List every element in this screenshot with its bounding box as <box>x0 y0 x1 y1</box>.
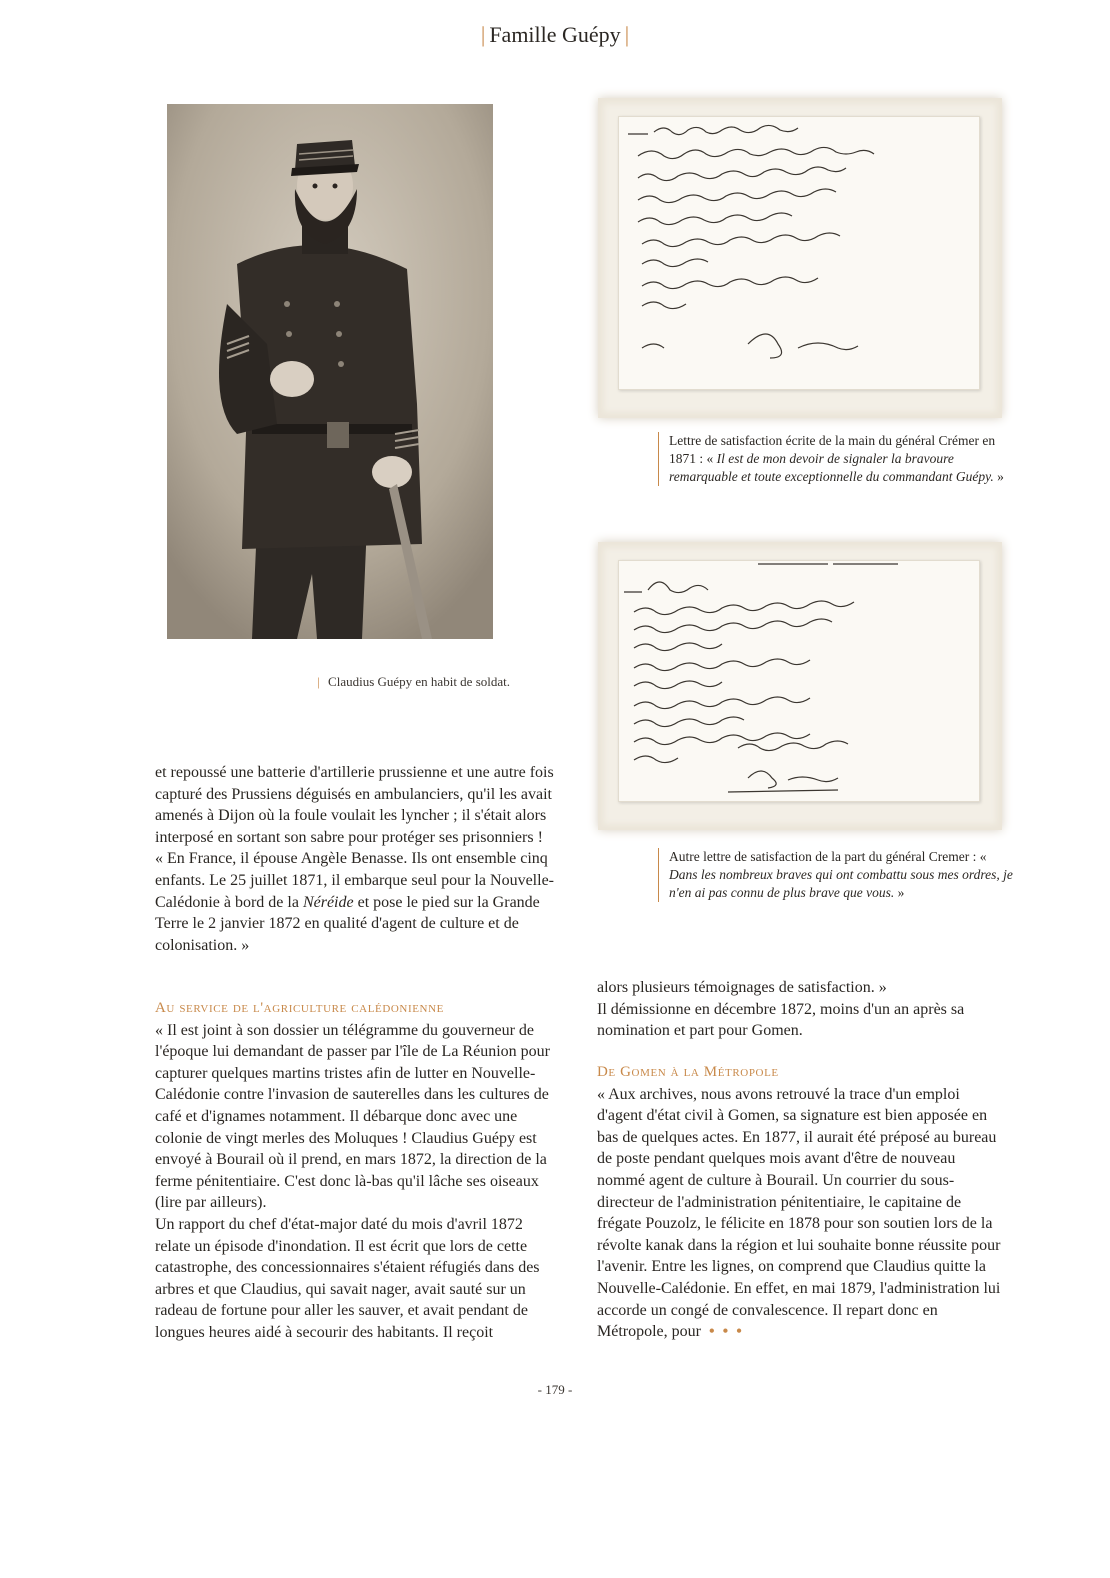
header-title: Famille Guépy <box>489 22 621 47</box>
section-heading: Au service de l'agriculture calédonienne <box>155 1000 444 1016</box>
soldier-photo <box>167 104 493 639</box>
handwriting-scribble <box>598 98 1002 418</box>
photo-caption: | Claudius Guépy en habit de soldat. <box>317 674 510 689</box>
handwritten-letter-2-image <box>598 542 1002 830</box>
right-column-section <box>597 1062 1003 1343</box>
paragraph: « Aux archives, nous avons retrouvé la trace d'un emploi d'agent d'état civil à Gomen, sa signature est bien apposée en bas de quelques actes. En 1877, il aurait été préposé au bureau de poste pendant quelques mois avant d'être de nouveau nommé agent de culture à Bourail. Un courrier du sous-directeur de l'administration pénitentiaire, le capitaine de frégate Pouzolz, le félicite en 1878 pour son soutien lors de la révolte kanak dans la région et lui souhaite bonne réussite pour l'avenir. Entre les lignes, on comprend que Claudius quitte la Nouvelle-Calédonie. En effet, en mai 1879, l'administration lui accorde un congé de convalescence. Il repart donc en Métropole, pour • • • <box>597 1085 1001 1341</box>
paragraph: « En France, il épouse Angèle Benasse. Ils ont ensemble cinq enfants. Le 25 juillet 1871, il embarque seul pour la Nouvelle-Calédonie à bord de la Néréide et pose le pied sur la Grande Terre le 2 janvier 1872 en qualité d'agent de culture et de colonisation. » <box>155 850 554 954</box>
left-column <box>155 762 557 956</box>
letter-2-caption: Autre lettre de satisfaction de la part du général Cremer : « Dans les nombreux braves qui ont combattu sous mes ordres, je n'en ai pas connu de plus brave que vous. » <box>658 848 1014 902</box>
paragraph: et repoussé une batterie d'artillerie prussienne et une autre fois capturé des Prussiens déguisés en ambulanciers, qu'il les avait amenés à Dijon où la foule voulait les lyncher ; il s'était alors interposé en sortant son sabre pour protéger ses prisonniers ! <box>155 764 554 846</box>
right-column <box>597 977 1003 1042</box>
left-column-section <box>155 998 557 1344</box>
letter-1-caption: Lettre de satisfaction écrite de la main du général Crémer en 1871 : « Il est de mon devoir de signaler la bravoure remarquable et toute exceptionnelle du commandant Guépy. » <box>658 432 1014 486</box>
section-heading: De Gomen à la Métropole <box>597 1064 779 1080</box>
ship-name: Néréide <box>302 893 354 911</box>
paragraph: alors plusieurs témoignages de satisfaction. » <box>597 979 887 996</box>
page-header: | Famille Guépy | <box>480 22 630 47</box>
paragraph: « Il est joint à son dossier un télégramme du gouverneur de l'époque lui demandant de passer par l'île de La Réunion pour capturer quelques martins tristes afin de lutter en Nouvelle-Calédonie contre l'invasion de sauterelles dans les cultures de café et d'ignames notamment. Il débarque donc avec une colonie de vingt merles des Moluques ! Claudius Guépy est envoyé à Bourail où il prend, en mars 1872, la direction de la ferme pénitentiaire. C'est donc là-bas qu'il lâche ses oiseaux (lire par ailleurs). <box>155 1021 550 1212</box>
paragraph: Il démissionne en décembre 1872, moins d'un an après sa nomination et part pour Gomen. <box>597 1000 965 1040</box>
paragraph: Un rapport du chef d'état-major daté du mois d'avril 1872 relate un épisode d'inondation. Il est écrit que lors de cette catastrophe, des concessionnaires s'étaient réfugiés dans des arbres et que Claudius, qui savait nager, avait sauté sur un radeau de fortune pour aller les sauver, et avait pendant de longues heures aidé à secourir des habitants. Il reçoit <box>155 1215 540 1341</box>
continuation-dots: • • • <box>708 1323 744 1341</box>
handwriting-scribble <box>598 542 1002 830</box>
page-number: - 179 - <box>537 1382 573 1397</box>
handwritten-letter-1-image <box>598 98 1002 418</box>
